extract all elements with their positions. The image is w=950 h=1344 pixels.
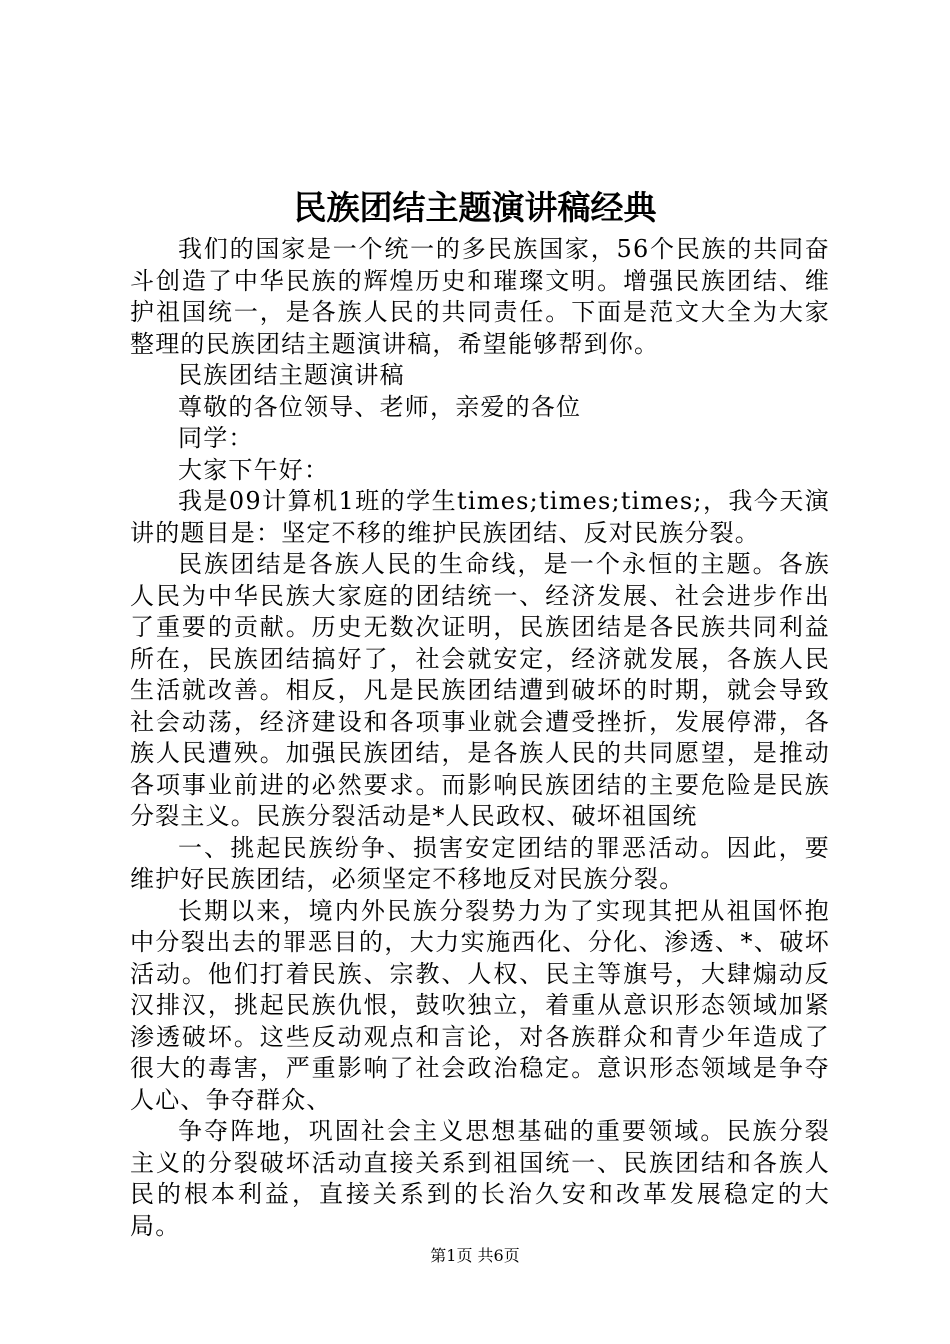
paragraph-oppose-separatism: 一、挑起民族纷争、损害安定团结的罪恶活动。因此，要维护好民族团结，必须坚定不移地反对民族分裂。 — [130, 833, 830, 893]
paragraph-unity: 民族团结是各族人民的生命线，是一个永恒的主题。各族人民为中华民族大家庭的团结统一、经济发展、社会进步作出了重要的贡献。历史无数次证明，民族团结是各民族共同利益所在，民族团结搞好了，社会就安定，经济就发展，各族人民生活就改善。相反，凡是民族团结遭到破坏的时期，就会导致社会动荡，经济建设和各项事业就会遭受挫折，发展停滞，各族人民遭殃。加强民族团结，是各族人民的共同愿望，是推动各项事业前进的必然要求。而影响民族团结的主要危险是民族分裂主义。民族分裂活动是*人民政权、破坏祖国统 — [130, 550, 830, 830]
document-title: 民族团结主题演讲稿经典 — [293, 188, 657, 227]
paragraph-salutation-cont: 同学： — [178, 424, 254, 452]
paragraph-ideology: 争夺阵地，巩固社会主义思想基础的重要领域。民族分裂主义的分裂破坏活动直接关系到祖国统一、民族团结和各族人民的根本利益，直接关系到的长治久安和改革发展稳定的大局。 — [130, 1117, 830, 1240]
page-footer: 第1页 共6页 — [430, 1246, 520, 1265]
paragraph-subtitle: 民族团结主题演讲稿 — [178, 361, 405, 389]
paragraph-intro: 我们的国家是一个统一的多民族国家，56个民族的共同奋斗创造了中华民族的辉煌历史和璀璨文明。增强民族团结、维护祖国统一，是各族人民的共同责任。下面是范文大全为大家整理的民族团结主题演讲稿，希望能够帮到你。 — [130, 235, 830, 358]
paragraph-greeting: 大家下午好： — [178, 455, 330, 484]
paragraph-separatist-forces: 长期以来，境内外民族分裂势力为了实现其把从祖国怀抱中分裂出去的罪恶目的，大力实施西化、分化、渗透、*、破坏活动。他们打着民族、宗教、人权、民主等旗号，大肆煽动反汉排汉，挑起民族仇恨，鼓吹独立，着重从意识形态领域加紧渗透破坏。这些反动观点和言论，对各族群众和青少年造成了很大的毒害，严重影响了社会政治稳定。意识形态领域是争夺人心、争夺群众、 — [130, 896, 830, 1114]
document-body — [130, 234, 830, 1242]
paragraph-self-intro: 我是09计算机1班的学生times;times;times;，我今天演讲的题目是：坚定不移的维护民族团结、反对民族分裂。 — [130, 487, 830, 547]
paragraph-salutation: 尊敬的各位领导、老师，亲爱的各位 — [178, 392, 582, 421]
